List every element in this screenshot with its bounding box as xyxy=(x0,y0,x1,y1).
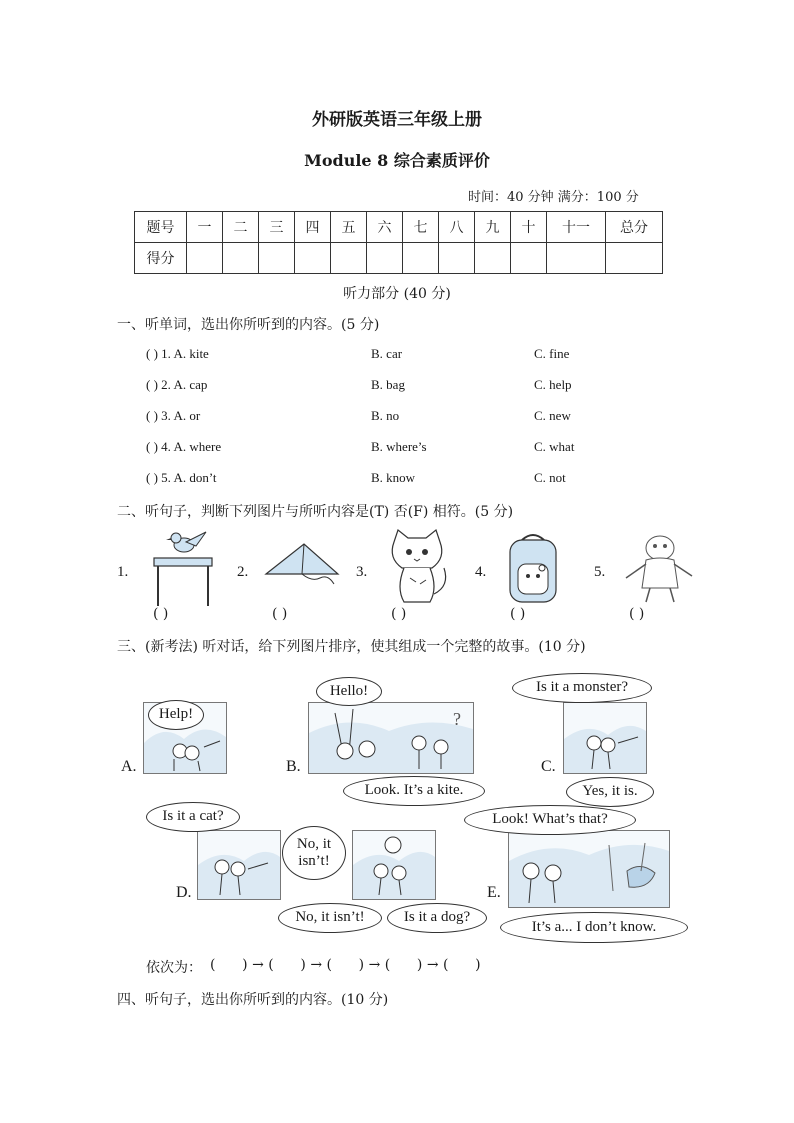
answer-blank[interactable]: ( ) xyxy=(391,606,407,622)
score-col: 六 xyxy=(367,212,403,243)
score-table xyxy=(134,211,663,274)
picture-number: 4. xyxy=(475,564,487,580)
option-b: B. no xyxy=(371,408,400,423)
scene-picture-d1 xyxy=(197,830,281,900)
time-info: 时间：40 分钟 满分：100 分 xyxy=(468,190,639,205)
option-b: B. where’s xyxy=(371,439,427,454)
score-table-score-row xyxy=(135,243,663,274)
score-cell[interactable] xyxy=(187,243,223,274)
score-cell[interactable] xyxy=(475,243,511,274)
option-c: C. help xyxy=(534,377,572,392)
score-col: 八 xyxy=(439,212,475,243)
answer-blank[interactable]: ( ) xyxy=(153,606,169,622)
option-c: C. what xyxy=(534,439,575,454)
speech-bubble: No, it isn’t! xyxy=(278,903,382,933)
speech-bubble: Look. It’s a kite. xyxy=(343,776,485,806)
order-label: 依次为： xyxy=(146,960,202,976)
question-stem[interactable]: ( ) 4. A. where xyxy=(146,439,222,454)
scene-picture-c xyxy=(563,702,647,774)
speech-bubble: Look! What’s that? xyxy=(464,805,636,835)
score-col: 三 xyxy=(259,212,295,243)
picture-number: 2. xyxy=(237,564,249,580)
cat-icon xyxy=(382,528,454,606)
scene-letter: C. xyxy=(541,758,556,775)
score-col: 二 xyxy=(223,212,259,243)
score-table-header-row xyxy=(135,212,663,243)
score-cell[interactable] xyxy=(547,243,606,274)
score-col: 十 xyxy=(511,212,547,243)
score-table-row-label: 题号 xyxy=(135,212,187,243)
option-c: C. not xyxy=(534,470,566,485)
scene-letter: E. xyxy=(487,884,501,901)
question-row xyxy=(146,470,706,492)
score-col-total: 总分 xyxy=(606,212,663,243)
order-blanks[interactable]: ( ) → ( ) → ( ) → ( ) → ( ) xyxy=(210,957,481,973)
question-row xyxy=(146,439,706,461)
section4-heading: 四、听句子，选出你所听到的内容。(10 分) xyxy=(117,992,389,1008)
scene-illustration xyxy=(353,831,435,899)
speech-bubble: No, it isn’t! xyxy=(282,826,346,880)
scene-picture-d2 xyxy=(352,830,436,900)
option-c: C. fine xyxy=(534,346,570,361)
answer-blank[interactable]: ( ) xyxy=(510,606,526,622)
score-col: 四 xyxy=(295,212,331,243)
kite-icon xyxy=(262,540,342,588)
score-cell[interactable] xyxy=(259,243,295,274)
question-row xyxy=(146,377,706,399)
score-cell[interactable] xyxy=(295,243,331,274)
score-cell[interactable] xyxy=(439,243,475,274)
scene-picture-b xyxy=(308,702,474,774)
score-col: 一 xyxy=(187,212,223,243)
score-col: 十一 xyxy=(547,212,606,243)
question-row xyxy=(146,408,706,430)
score-table-row-label: 得分 xyxy=(135,243,187,274)
speech-bubble: It’s a... I don’t know. xyxy=(500,912,688,943)
backpack-icon xyxy=(500,530,566,606)
scene-letter: D. xyxy=(176,884,192,901)
scene-letter: B. xyxy=(286,758,301,775)
listening-section-label: 听力部分 (40 分) xyxy=(343,286,451,302)
score-col: 九 xyxy=(475,212,511,243)
bird-on-desk-icon xyxy=(148,528,218,608)
picture-number: 3. xyxy=(356,564,368,580)
option-b: B. know xyxy=(371,470,416,485)
section2-heading: 二、听句子，判断下列图片与所听内容是(T) 否(F) 相符。(5 分) xyxy=(117,504,514,520)
page-title: 外研版英语三年级上册 xyxy=(312,110,482,130)
scene-illustration xyxy=(564,703,646,773)
scene-illustration xyxy=(309,703,473,773)
score-cell[interactable] xyxy=(403,243,439,274)
scene-illustration xyxy=(198,831,280,899)
monster-icon xyxy=(620,532,696,606)
speech-bubble: Help! xyxy=(148,700,204,730)
option-c: C. new xyxy=(534,408,571,423)
score-col: 七 xyxy=(403,212,439,243)
score-cell[interactable] xyxy=(606,243,663,274)
option-b: B. bag xyxy=(371,377,405,392)
svg-text:?: ? xyxy=(453,709,461,729)
score-cell[interactable] xyxy=(511,243,547,274)
answer-blank[interactable]: ( ) xyxy=(272,606,288,622)
speech-bubble: Is it a monster? xyxy=(512,673,652,703)
scene-picture-e xyxy=(508,830,670,908)
answer-blank[interactable]: ( ) xyxy=(629,606,645,622)
question-stem[interactable]: ( ) 2. A. cap xyxy=(146,377,208,392)
speech-bubble: Hello! xyxy=(316,677,382,706)
score-cell[interactable] xyxy=(367,243,403,274)
question-stem[interactable]: ( ) 3. A. or xyxy=(146,408,201,423)
speech-bubble: Is it a dog? xyxy=(387,903,487,933)
section3-heading: 三、(新考法) 听对话，给下列图片排序，使其组成一个完整的故事。(10 分) xyxy=(117,639,586,655)
speech-bubble: Is it a cat? xyxy=(146,802,240,832)
score-cell[interactable] xyxy=(331,243,367,274)
option-b: B. car xyxy=(371,346,403,361)
picture-number: 5. xyxy=(594,564,606,580)
scene-illustration xyxy=(509,831,669,907)
question-stem[interactable]: ( ) 5. A. don’t xyxy=(146,470,217,485)
page-subtitle: Module 8 综合素质评价 xyxy=(304,151,490,170)
picture-number: 1. xyxy=(117,564,129,580)
scene-letter: A. xyxy=(121,758,137,775)
score-col: 五 xyxy=(331,212,367,243)
speech-bubble: Yes, it is. xyxy=(566,777,654,807)
section1-heading: 一、听单词，选出你所听到的内容。(5 分) xyxy=(117,317,380,333)
score-cell[interactable] xyxy=(223,243,259,274)
question-stem[interactable]: ( ) 1. A. kite xyxy=(146,346,209,361)
question-row xyxy=(146,346,706,368)
